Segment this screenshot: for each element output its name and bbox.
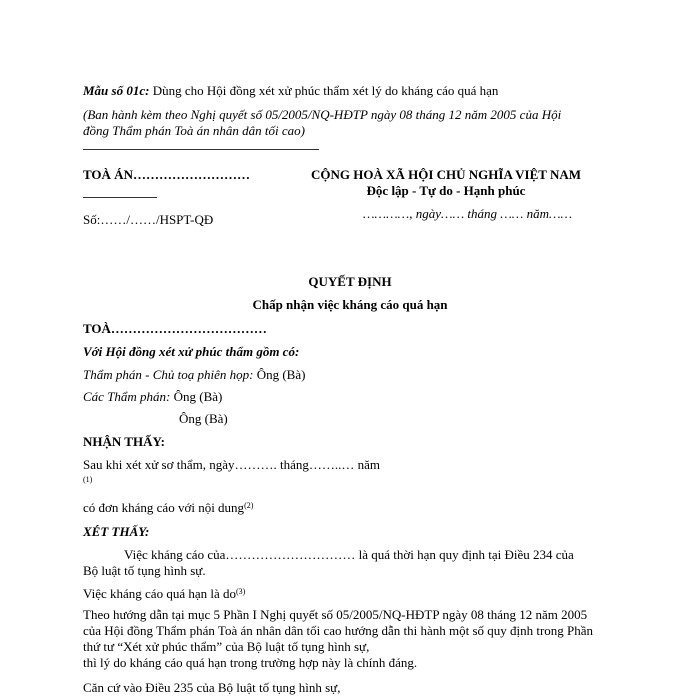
national-motto: Độc lập - Tự do - Hạnh phúc xyxy=(366,183,526,198)
court-underline xyxy=(83,197,157,198)
court-line: TOÀ……………………………… xyxy=(83,321,267,336)
late-reason-line xyxy=(83,586,245,601)
country-name: CỘNG HOÀ XÃ HỘI CHỦ NGHĨA VIỆT NAM xyxy=(310,167,582,182)
form-number-label: Mẫu số 01c: xyxy=(83,83,150,98)
document-title: QUYẾT ĐỊNH xyxy=(308,274,392,289)
guidance-line-1: Theo hướng dẫn tại mục 5 Phần I Nghị quyết số 05/2005/NQ-HĐTP ngày 08 tháng 12 năm 2005 xyxy=(83,607,588,622)
judges-line xyxy=(83,389,222,404)
presiding-judge-line xyxy=(83,367,305,382)
decision-number: Số:……/……/HSPT-QĐ xyxy=(83,212,214,227)
appeal-late-line-1: Việc kháng cáo của………………………… là quá thời hạn quy định tại Điều 234 của xyxy=(124,547,574,562)
form-description: Dùng cho Hội đồng xét xử phúc thẩm xét lý do kháng cáo quá hạn xyxy=(152,83,499,98)
judge-2-value: Ông (Bà) xyxy=(179,411,228,426)
footnote-ref-1: (1) xyxy=(83,475,93,484)
late-reason-text: Việc kháng cáo quá hạn là do xyxy=(83,586,236,601)
header-divider xyxy=(83,149,319,150)
finds-heading: NHẬN THẤY: xyxy=(83,434,165,449)
document-subtitle: Chấp nhận việc kháng cáo quá hạn xyxy=(252,297,448,312)
guidance-line-2: của Hội đồng Thẩm phán Toà án nhân dân tối cao hướng dẫn thi hành một số quy định trong Phần xyxy=(83,623,594,638)
appeal-late-line-2: Bộ luật tố tụng hình sự. xyxy=(83,563,206,578)
judge-1-value: Ông (Bà) xyxy=(173,389,223,404)
issued-note-line-1: (Ban hành kèm theo Nghị quyết số 05/2005/NQ-HĐTP ngày 08 tháng 12 năm 2005 của Hội xyxy=(83,107,562,122)
place-date-line: …………, ngày…… tháng …… năm…… xyxy=(363,206,573,221)
appeal-content-text: có đơn kháng cáo với nội dung xyxy=(83,500,245,515)
legal-basis-line: Căn cứ vào Điều 235 của Bộ luật tố tụng hình sự, xyxy=(83,680,341,695)
presiding-judge-value: Ông (Bà) xyxy=(256,367,306,382)
panel-heading: Với Hội đồng xét xử phúc thẩm gồm có: xyxy=(83,344,300,359)
form-header-line xyxy=(83,83,498,98)
court-name: TOÀ ÁN……………………… xyxy=(83,167,250,182)
considers-heading: XÉT THẤY: xyxy=(83,524,150,539)
finds-text: Sau khi xét xử sơ thẩm, ngày………. tháng……..… năm xyxy=(83,457,381,472)
guidance-line-3: thứ tư “Xét xử phúc thẩm” của Bộ luật tố tụng hình sự, xyxy=(83,639,370,654)
judges-label: Các Thẩm phán: xyxy=(83,389,171,404)
footnote-ref-3: (3) xyxy=(236,587,246,596)
presiding-judge-label: Thẩm phán - Chủ toạ phiên họp: xyxy=(83,367,254,382)
guidance-line-4: thì lý do kháng cáo quá hạn trong trường hợp này là chính đáng. xyxy=(83,655,418,670)
issued-note-line-2: đồng Thẩm phán Toà án nhân dân tối cao) xyxy=(83,123,305,138)
footnote-ref-2: (2) xyxy=(244,501,254,510)
appeal-content-line xyxy=(83,500,253,515)
